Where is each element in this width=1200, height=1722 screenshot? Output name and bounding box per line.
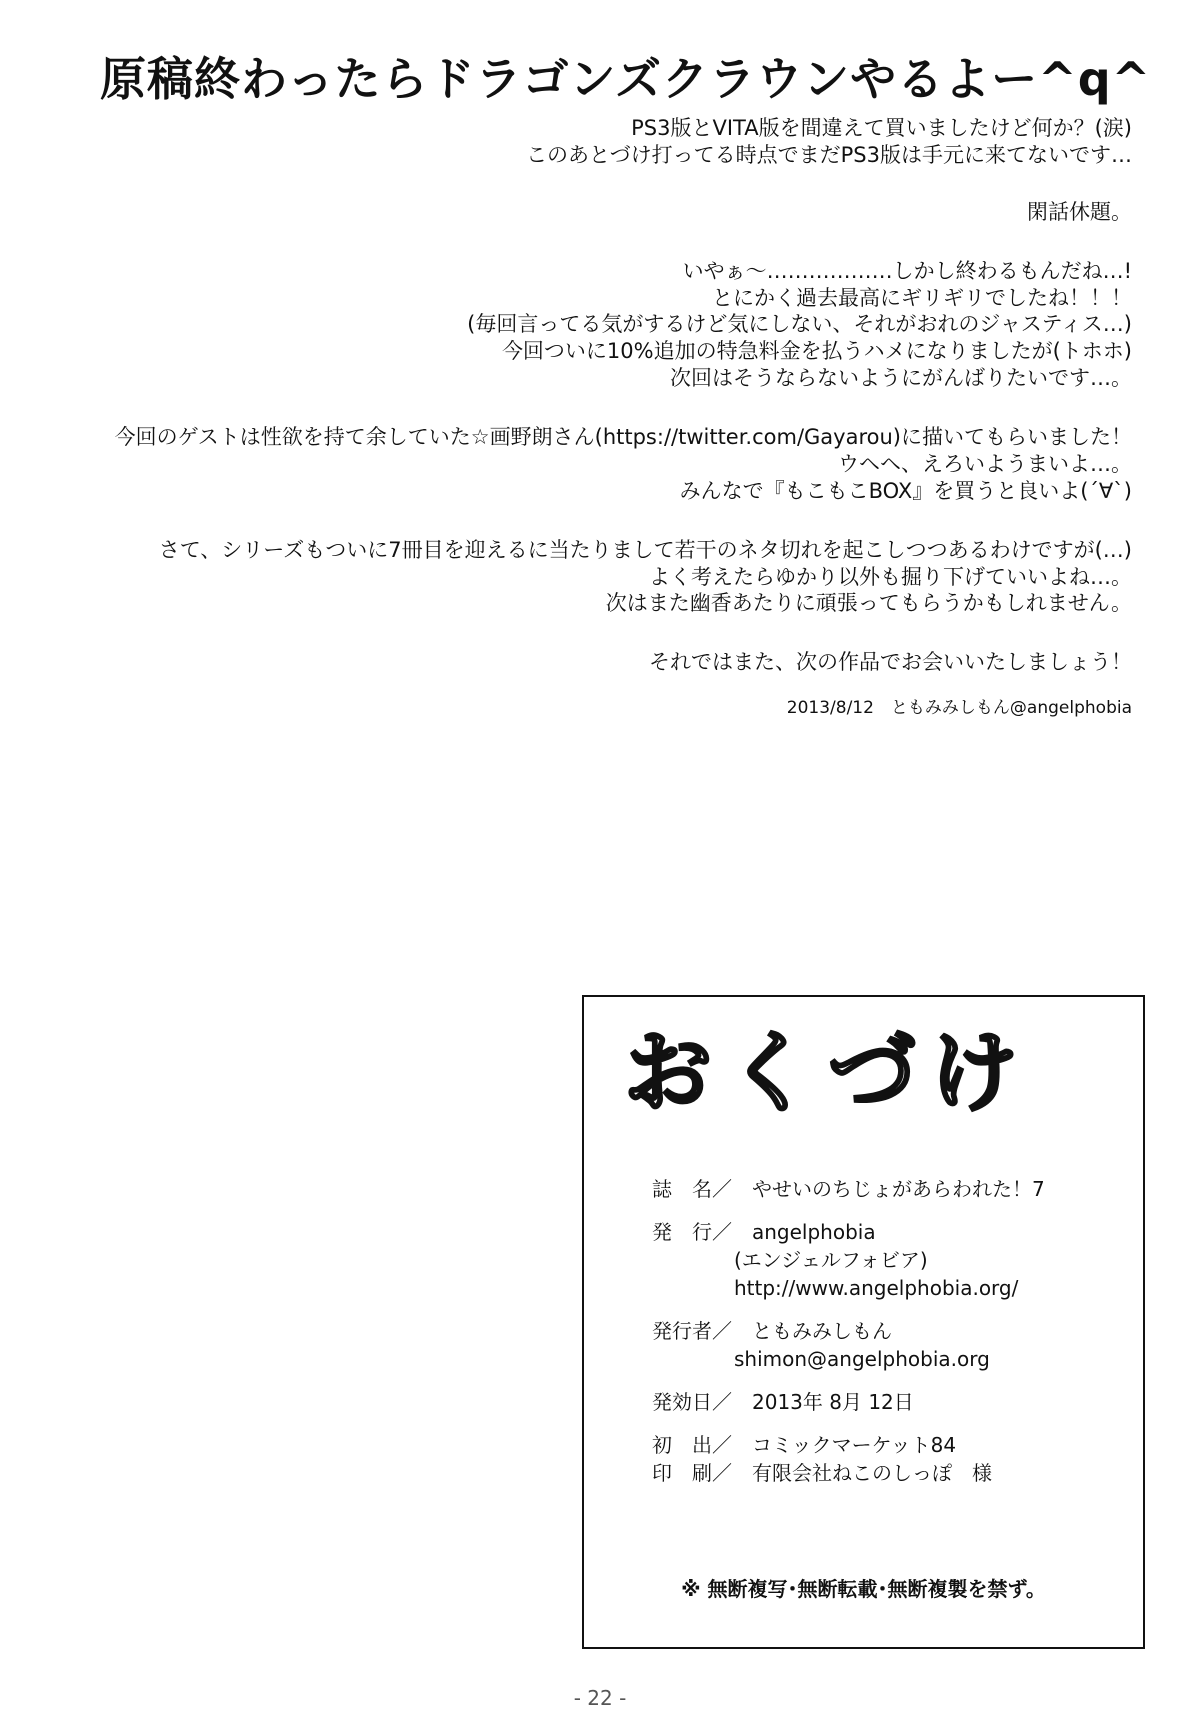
date-value: 2013年 8月 12日 xyxy=(752,1390,914,1414)
paragraph-line: いやぁ～………………しかし終わるもんだね…! xyxy=(682,258,1132,283)
colophon-row-date xyxy=(652,1388,1045,1416)
topic-change: 閑話休題。 xyxy=(1027,199,1132,224)
title-label: 誌 名／ xyxy=(652,1177,732,1201)
paragraph-line: よく考えたらゆかり以外も掘り下げていいよね…。 xyxy=(649,564,1132,589)
colophon-box xyxy=(582,995,1145,1649)
paragraph-line: さて、シリーズもついに7冊目を迎えるに当たりまして若干のネタ切れを起こしつつあるわけですが(…) xyxy=(158,537,1132,562)
issuer-value: ともみみしもん xyxy=(752,1319,892,1343)
issuer-label: 発行者／ xyxy=(652,1319,732,1343)
paragraph-line: (毎回言ってる気がするけど気にしない、それがおれのジャスティス…) xyxy=(467,312,1132,337)
date-label: 発効日／ xyxy=(652,1390,732,1414)
copyright-notice: ※ 無断複写･無断転載･無断複製を禁ず。 xyxy=(681,1577,1046,1601)
print-label: 印 刷／ xyxy=(652,1461,732,1485)
page-number: - 22 - xyxy=(573,1686,627,1710)
colophon-row-issuer xyxy=(652,1317,1045,1345)
paragraph-line: とにかく過去最高にギリギリでしたね！！！ xyxy=(712,285,1132,310)
paragraph-line: ウヘヘ、えろいようまいよ…。 xyxy=(838,451,1132,476)
intro-line: PS3版とVITA版を間違えて買いましたけど何か？(涙) xyxy=(631,116,1132,140)
colophon-row-title xyxy=(652,1175,1045,1203)
paragraph-line: 次はまた幽香あたりに頑張ってもらうかもしれません。 xyxy=(605,591,1132,616)
paragraph-line: みんなで『もこもこBOX』を買うと良いよ(´∀`) xyxy=(679,478,1132,503)
issuer-email: shimon@angelphobia.org xyxy=(734,1347,990,1371)
headline: 原稿終わったらドラゴンズクラウンやるよー^q^ xyxy=(100,52,1152,106)
colophon-title: おくづけ xyxy=(624,1021,1033,1124)
intro-line: このあとづけ打ってる時点でまだPS3版は手元に来てないです… xyxy=(526,142,1132,167)
publisher-url: http://www.angelphobia.org/ xyxy=(734,1276,1019,1300)
colophon-info xyxy=(652,1175,1045,1487)
signature: 2013/8/12 ともみみしもん@angelphobia xyxy=(786,698,1132,719)
afterword-text xyxy=(32,115,1132,720)
paragraph-line: 今回のゲストは性欲を持て余していた☆画野朗さん(https://twitter.com/Gayarou)に描いてもらいました！ xyxy=(114,425,1132,449)
print-value: 有限会社ねこのしっぽ 様 xyxy=(752,1461,992,1485)
colophon-row-debut xyxy=(652,1431,1045,1459)
closing-line: それではまた、次の作品でお会いいたしましょう！ xyxy=(649,650,1132,675)
paragraph-line: 次回はそうならないようにがんばりたいです…。 xyxy=(670,366,1132,391)
title-value: やせいのちじょがあらわれた！7 xyxy=(752,1177,1045,1201)
debut-label: 初 出／ xyxy=(652,1433,732,1457)
colophon-row-print xyxy=(652,1459,1045,1487)
colophon-row-publisher xyxy=(652,1218,1045,1246)
paragraph-line: 今回ついに10%追加の特急料金を払うハメになりましたが(トホホ) xyxy=(501,339,1132,364)
debut-value: コミックマーケット84 xyxy=(752,1433,957,1457)
publisher-value: angelphobia xyxy=(752,1220,876,1244)
publisher-kana: (エンジェルフォビア) xyxy=(734,1248,928,1272)
publisher-label: 発 行／ xyxy=(652,1220,732,1244)
